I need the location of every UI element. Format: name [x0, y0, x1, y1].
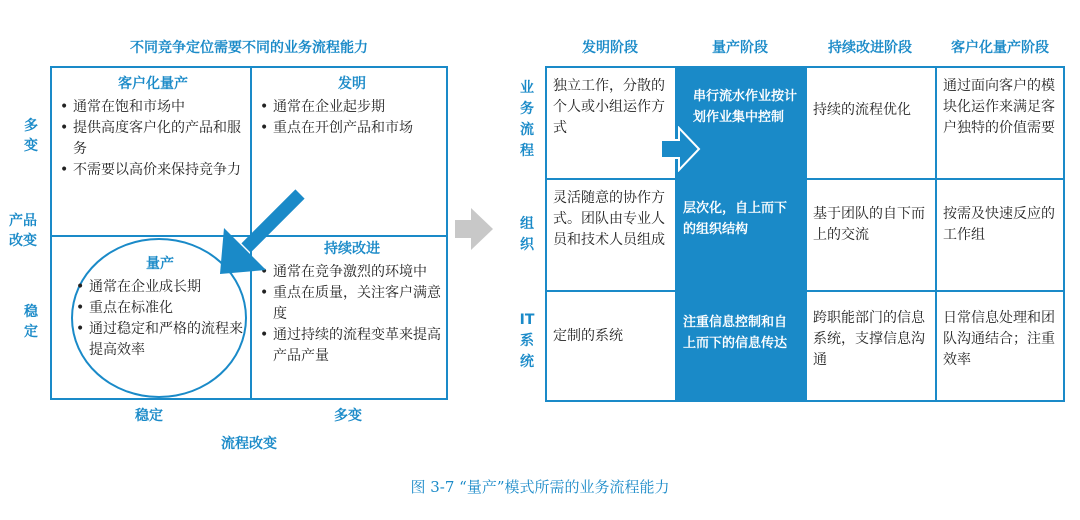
bullet-item: • 通常在企业起步期 [260, 97, 444, 118]
bullet-item: • 通常在饱和市场中 [60, 97, 246, 118]
y-axis-title: 产品改变 [9, 213, 37, 249]
bullet-item: • 不需要以高价来保持竞争力 [60, 160, 246, 181]
row-header-it: IT系统 [519, 312, 535, 370]
row-header-process: 业务流程 [520, 80, 534, 159]
table-cell: 独立工作，分散的个人或小组运作方式 [545, 66, 677, 180]
bullet-item: • 重点在标准化 [76, 298, 244, 319]
column-header-custom: 客户化量产阶段 [951, 40, 1049, 56]
bullet-item: • 通常在企业成长期 [76, 277, 244, 298]
quadrant-title: 发明 [338, 76, 366, 92]
table-cell: 跨职能部门的信息系统，支撑信息沟通 [805, 290, 937, 402]
column-header-mass: 量产阶段 [712, 40, 768, 56]
quadrant-title: 客户化量产 [118, 76, 188, 92]
diagonal-arrow-icon [212, 186, 308, 282]
table-cell-highlighted: 串行流水作业按计划作业集中控制 [675, 66, 807, 180]
figure-caption: 图 3-7 “量产”模式所需的业务流程能力 [410, 478, 670, 496]
quadrant-custom-mass [60, 74, 246, 181]
table-cell: 基于团队的自下而上的交流 [805, 178, 937, 292]
bullet-item: • 重点在质量，关注客户满意度 [260, 283, 444, 325]
table-cell: 按需及快速反应的工作组 [935, 178, 1065, 292]
left-diagram-title: 不同竞争定位需要不同的业务流程能力 [130, 40, 368, 56]
table-cell: 通过面向客户的模块化运作来满足客户独特的价值需要 [935, 66, 1065, 180]
bullet-item: • 通过持续的流程变革来提高产品产量 [260, 325, 444, 367]
quadrant-title: 量产 [146, 256, 174, 272]
row-header-organization: 组织 [520, 216, 534, 253]
quadrant-title: 持续改进 [324, 241, 380, 257]
table-cell: 灵活随意的协作方式。团队由专业人员和技术人员组成 [545, 178, 677, 292]
bullet-item: • 通过稳定和严格的流程来提高效率 [76, 319, 244, 361]
table-cell-highlighted: 层次化，自上而下的组织结构 [675, 178, 807, 292]
y-axis-top-label: 多变 [24, 118, 38, 154]
table-cell: 定制的系统 [545, 290, 677, 402]
column-header-invention: 发明阶段 [582, 40, 638, 56]
y-axis-bottom-label: 稳定 [24, 304, 38, 340]
right-arrow-icon [455, 204, 495, 254]
quadrant-invention [260, 74, 444, 139]
table-cell: 日常信息处理和团队沟通结合；注重效率 [935, 290, 1065, 402]
table-cell-highlighted: 注重信息控制和自上而下的信息传达 [675, 290, 807, 402]
bullet-item: • 通常在竞争激烈的环境中 [260, 262, 444, 283]
stage-capability-table [545, 66, 1065, 402]
x-axis-title: 流程改变 [221, 436, 277, 452]
x-axis-right-label: 多变 [334, 408, 362, 424]
bullet-item: • 重点在开创产品和市场 [260, 118, 444, 139]
column-header-continuous: 持续改进阶段 [828, 40, 912, 56]
cell-arrow-icon [659, 126, 701, 172]
x-axis-left-label: 稳定 [135, 408, 163, 424]
bullet-item: • 提供高度客户化的产品和服务 [60, 118, 246, 160]
positioning-matrix [50, 66, 448, 400]
table-cell: 持续的流程优化 [805, 66, 937, 180]
